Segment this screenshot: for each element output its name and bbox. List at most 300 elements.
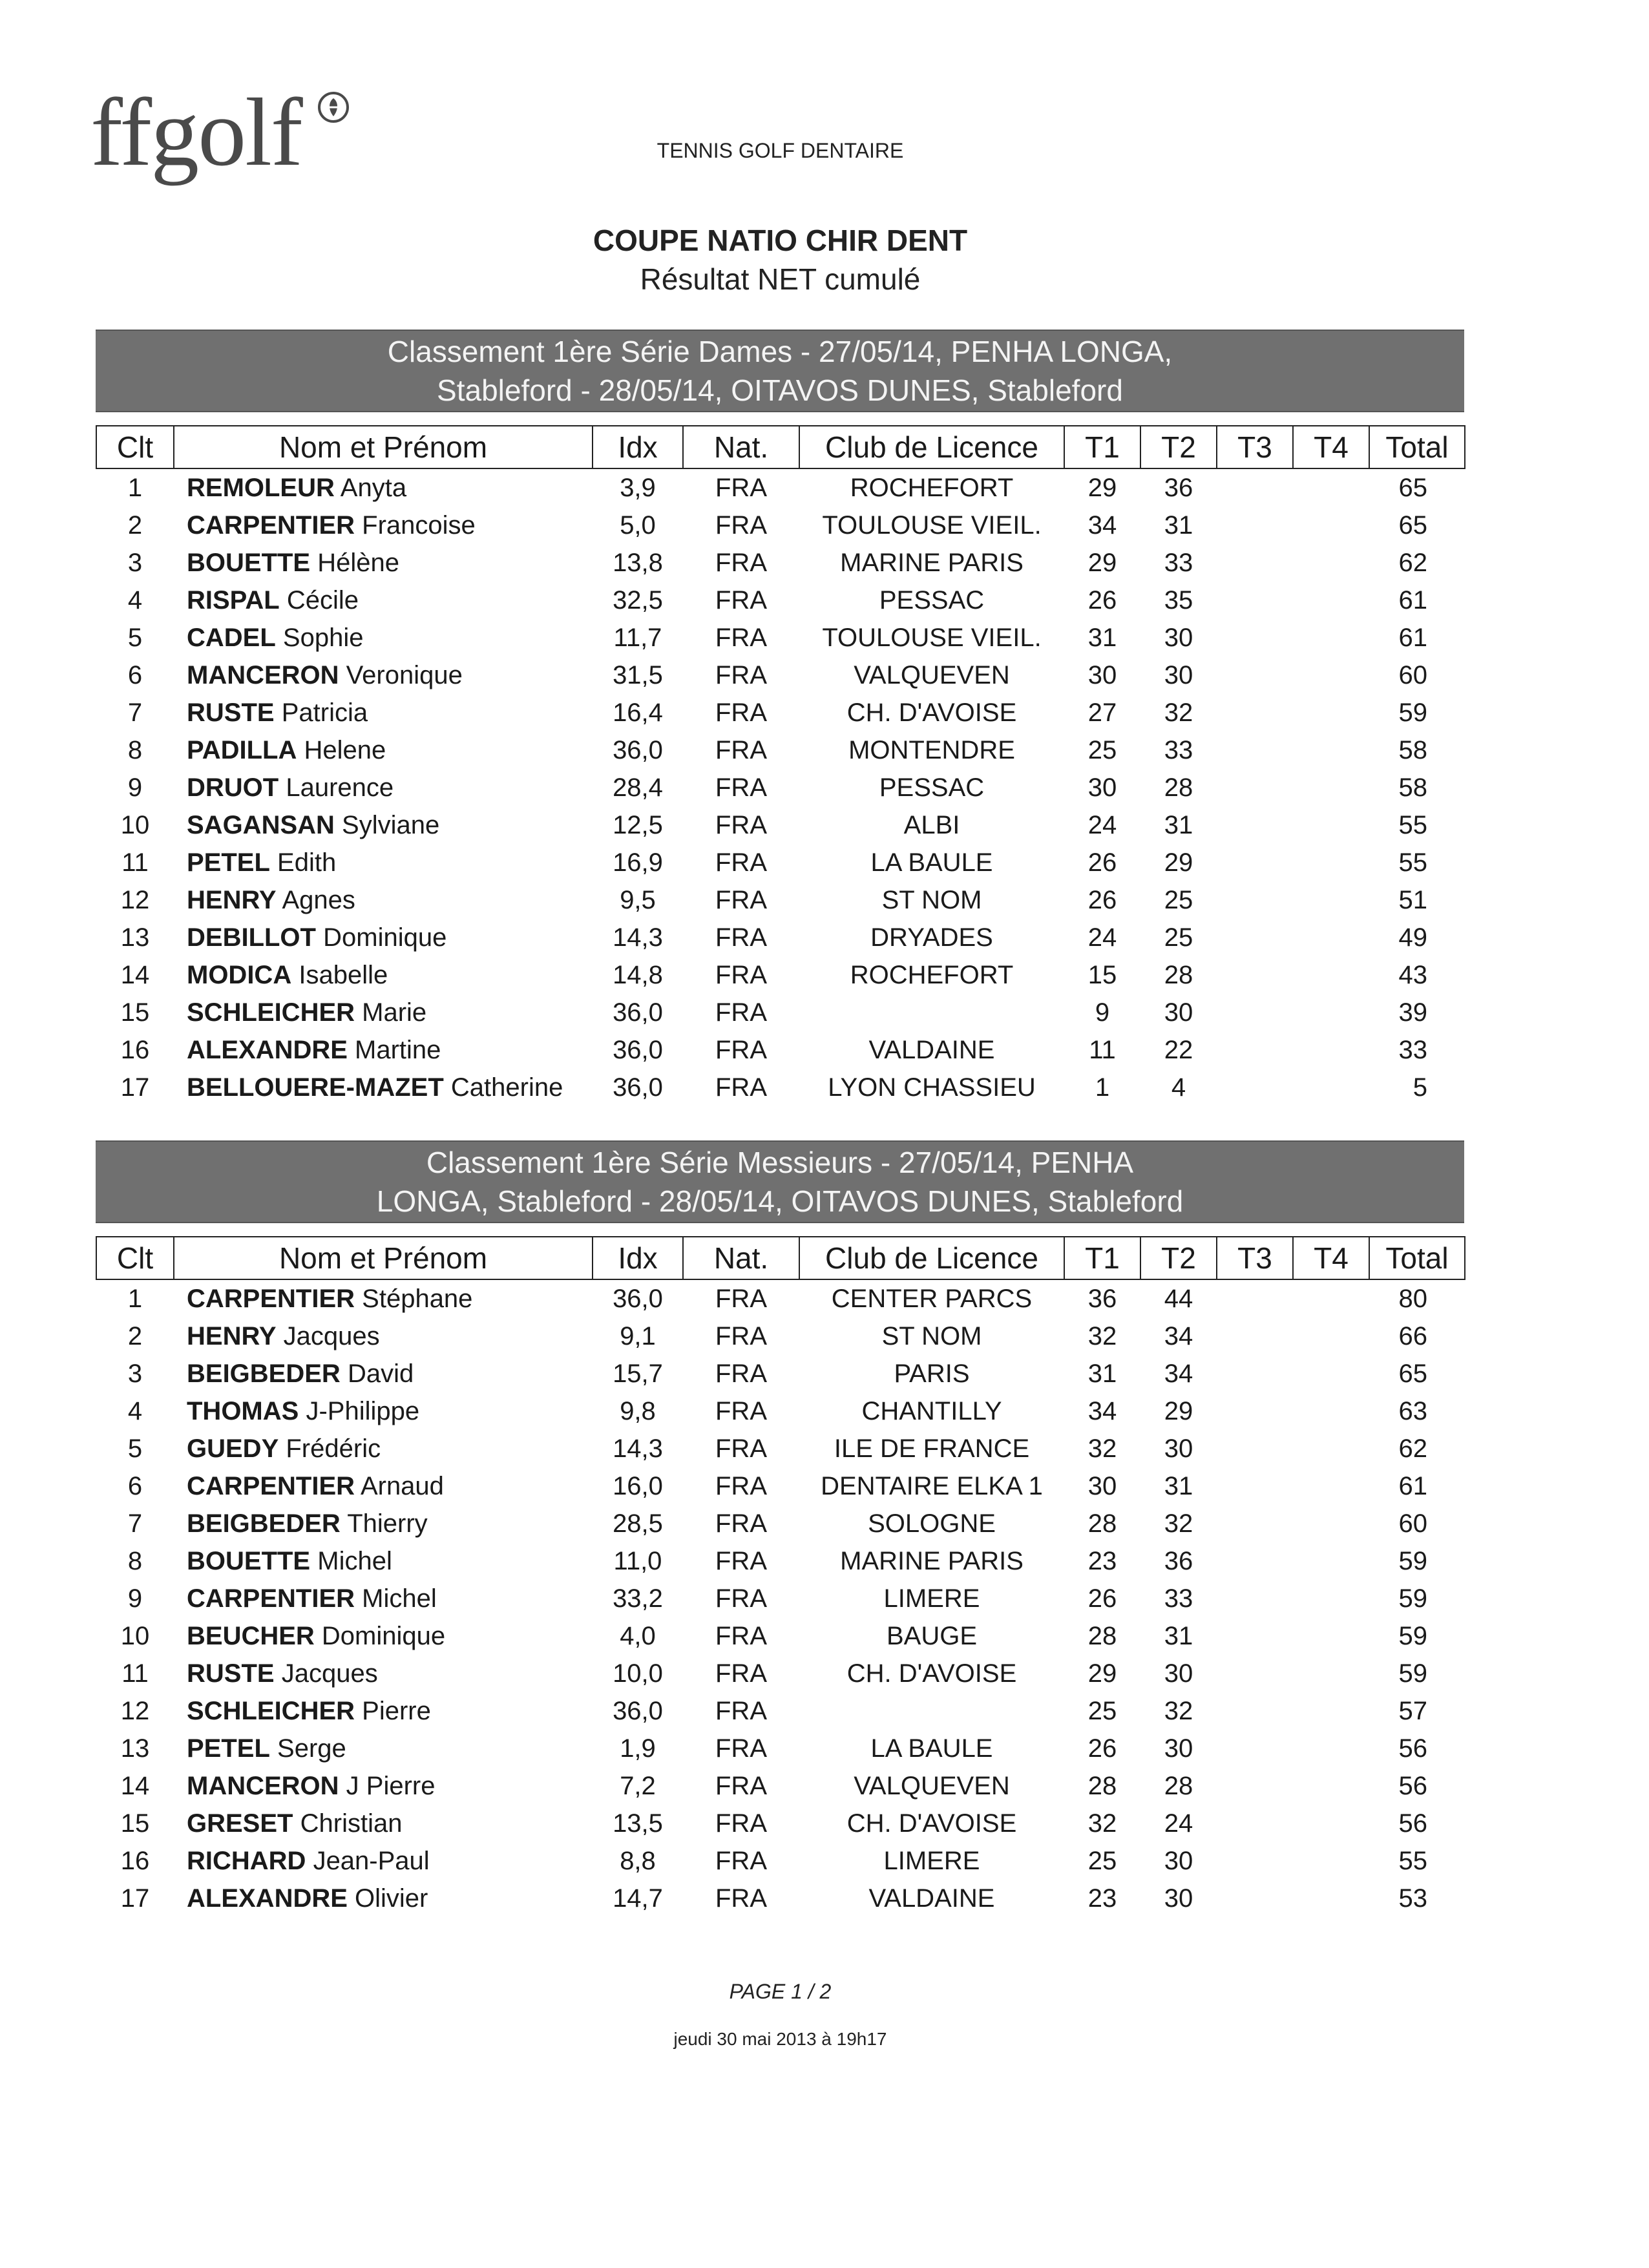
cell-nat: FRA — [715, 1659, 767, 1688]
cell-t2: 30 — [1164, 1846, 1193, 1875]
cell-name — [174, 1617, 593, 1655]
cell-total: 65 — [1398, 510, 1427, 540]
table-row — [96, 1031, 1465, 1069]
last-name: RUSTE — [187, 1659, 275, 1688]
cell-idx: 1,9 — [620, 1734, 656, 1763]
cell-club: DENTAIRE ELKA 1 — [821, 1471, 1043, 1500]
cell-name — [174, 1392, 593, 1430]
table-row — [96, 1730, 1465, 1767]
section-messieurs — [96, 1140, 1464, 1917]
banner-line: LONGA, Stableford - 28/05/14, OITAVOS DUNES, Stableford — [376, 1184, 1184, 1218]
cell-name — [174, 1767, 593, 1805]
last-name: THOMAS — [187, 1396, 299, 1425]
table-row — [96, 1805, 1465, 1842]
table-header — [96, 1237, 1465, 1279]
cell-clt: 8 — [127, 1546, 143, 1575]
cell-t2: 25 — [1164, 885, 1193, 914]
cell-total: 60 — [1398, 660, 1427, 689]
cell-total: 55 — [1398, 810, 1427, 839]
column-header-nat: Nat. — [683, 426, 799, 468]
cell-t4 — [1293, 731, 1369, 769]
last-name: CARPENTIER — [187, 510, 355, 540]
cell-total: 53 — [1398, 1884, 1427, 1913]
cell-clt: 6 — [127, 1471, 143, 1500]
last-name: CARPENTIER — [187, 1471, 355, 1500]
last-name: BOUETTE — [187, 548, 311, 577]
cell-name — [174, 582, 593, 619]
cell-total: 62 — [1398, 548, 1427, 577]
cell-total: 63 — [1398, 1396, 1427, 1425]
cell-club: ROCHEFORT — [850, 473, 1014, 502]
table-row — [96, 731, 1465, 769]
first-name: Hélène — [317, 548, 400, 577]
cell-nat: FRA — [715, 998, 767, 1027]
cell-t2: 44 — [1164, 1284, 1193, 1313]
cell-club: VALDAINE — [868, 1035, 995, 1064]
table-row — [96, 919, 1465, 956]
cell-nat: FRA — [715, 1696, 767, 1725]
cell-t1: 26 — [1087, 585, 1117, 614]
cell-t2: 31 — [1164, 510, 1193, 540]
table-row — [96, 1880, 1465, 1917]
column-header-clt: Clt — [96, 1237, 174, 1279]
cell-nat: FRA — [715, 1734, 767, 1763]
cell-t1: 29 — [1087, 548, 1117, 577]
cell-nat: FRA — [715, 960, 767, 989]
cell-name — [174, 1318, 593, 1355]
cell-t3 — [1217, 1805, 1293, 1842]
cell-idx: 14,8 — [613, 960, 663, 989]
cell-t3 — [1217, 1880, 1293, 1917]
last-name: RUSTE — [187, 698, 275, 727]
cell-t2: 34 — [1164, 1321, 1193, 1350]
cell-total: 59 — [1398, 1584, 1427, 1613]
cell-t3 — [1217, 582, 1293, 619]
cell-nat: FRA — [715, 1546, 767, 1575]
cell-club: CH. D'AVOISE — [846, 1659, 1017, 1688]
cell-clt: 15 — [120, 1809, 150, 1838]
cell-t2: 35 — [1164, 585, 1193, 614]
cell-clt: 4 — [127, 585, 143, 614]
cell-idx: 5,0 — [620, 510, 656, 540]
column-header-idx: Idx — [593, 1237, 683, 1279]
last-name: BOUETTE — [187, 1546, 311, 1575]
cell-name — [174, 507, 593, 544]
cell-clt: 1 — [127, 473, 143, 502]
cell-idx: 14,3 — [613, 1434, 663, 1463]
cell-club: VALDAINE — [868, 1884, 995, 1913]
cell-t2: 32 — [1164, 1696, 1193, 1725]
cell-total: 65 — [1398, 473, 1427, 502]
cell-club: VALQUEVEN — [854, 660, 1010, 689]
banner-line: Classement 1ère Série Dames - 27/05/14, PENHA LONGA, — [387, 335, 1173, 368]
column-header-club: Club de Licence — [799, 426, 1064, 468]
cell-t3 — [1217, 1318, 1293, 1355]
last-name: DRUOT — [187, 773, 279, 802]
cell-t1: 26 — [1087, 848, 1117, 877]
cell-t4 — [1293, 1505, 1369, 1542]
cell-nat: FRA — [715, 735, 767, 764]
cell-t1: 32 — [1087, 1434, 1117, 1463]
page-title: COUPE NATIO CHIR DENT — [593, 224, 968, 257]
cell-club: LYON CHASSIEU — [828, 1073, 1036, 1102]
cell-clt: 13 — [120, 1734, 150, 1763]
cell-t3 — [1217, 1467, 1293, 1505]
cell-t2: 33 — [1164, 735, 1193, 764]
cell-clt: 2 — [127, 1321, 143, 1350]
cell-t1: 9 — [1095, 998, 1110, 1027]
cell-total: 66 — [1398, 1321, 1427, 1350]
first-name: Michel — [362, 1584, 437, 1613]
cell-club: LA BAULE — [870, 848, 993, 877]
table-row — [96, 1505, 1465, 1542]
cell-t2: 30 — [1164, 623, 1193, 652]
cell-t2: 31 — [1164, 1621, 1193, 1650]
cell-clt: 8 — [127, 735, 143, 764]
first-name: Catherine — [450, 1073, 563, 1102]
cell-idx: 9,5 — [620, 885, 656, 914]
last-name: PETEL — [187, 1734, 270, 1763]
cell-t2: 33 — [1164, 1584, 1193, 1613]
results-table — [96, 1236, 1465, 1917]
cell-clt: 15 — [120, 998, 150, 1027]
cell-t2: 31 — [1164, 1471, 1193, 1500]
table-row — [96, 1542, 1465, 1580]
cell-t3 — [1217, 1542, 1293, 1580]
cell-t3 — [1217, 919, 1293, 956]
table-row — [96, 881, 1465, 919]
cell-idx: 16,4 — [613, 698, 663, 727]
last-name: RISPAL — [187, 585, 280, 614]
cell-t1: 25 — [1087, 735, 1117, 764]
column-header-clt: Clt — [96, 426, 174, 468]
cell-t2: 28 — [1164, 773, 1193, 802]
cell-t3 — [1217, 881, 1293, 919]
first-name: Francoise — [362, 510, 476, 540]
cell-idx: 9,8 — [620, 1396, 656, 1425]
table-row — [96, 844, 1465, 881]
cell-total: 55 — [1398, 848, 1427, 877]
cell-idx: 11,7 — [613, 623, 662, 652]
column-header-t4: T4 — [1293, 1237, 1369, 1279]
cell-t3 — [1217, 769, 1293, 806]
table-row — [96, 1580, 1465, 1617]
cell-name — [174, 468, 593, 507]
cell-t3 — [1217, 507, 1293, 544]
cell-nat: FRA — [715, 1771, 767, 1800]
cell-nat: FRA — [715, 473, 767, 502]
cell-idx: 36,0 — [613, 998, 663, 1027]
cell-t4 — [1293, 1767, 1369, 1805]
cell-t4 — [1293, 994, 1369, 1031]
cell-total: 61 — [1398, 1471, 1427, 1500]
first-name: J Pierre — [346, 1771, 436, 1800]
column-header-total: Total — [1369, 426, 1465, 468]
cell-t2: 36 — [1164, 473, 1193, 502]
cell-total: 58 — [1398, 773, 1427, 802]
cell-club: CH. D'AVOISE — [846, 698, 1017, 727]
cell-t4 — [1293, 1692, 1369, 1730]
table-row — [96, 1467, 1465, 1505]
cell-club: ST NOM — [881, 1321, 982, 1350]
cell-nat: FRA — [715, 698, 767, 727]
cell-clt: 3 — [127, 548, 143, 577]
cell-total: 58 — [1398, 735, 1427, 764]
cell-total: 33 — [1398, 1035, 1427, 1064]
cell-club: BAUGE — [886, 1621, 978, 1650]
cell-clt: 3 — [127, 1359, 143, 1388]
table-row — [96, 1692, 1465, 1730]
cell-t3 — [1217, 1069, 1293, 1106]
cell-idx: 15,7 — [613, 1359, 663, 1388]
cell-t1: 28 — [1087, 1509, 1117, 1538]
first-name: Cécile — [286, 585, 359, 614]
cell-t2: 33 — [1164, 548, 1193, 577]
first-name: Olivier — [355, 1884, 428, 1913]
cell-total: 59 — [1398, 1546, 1427, 1575]
cell-total: 80 — [1398, 1284, 1427, 1313]
cell-t3 — [1217, 1505, 1293, 1542]
first-name: Anyta — [340, 473, 407, 502]
cell-total: 43 — [1398, 960, 1427, 989]
first-name: Michel — [317, 1546, 392, 1575]
cell-clt: 7 — [127, 1509, 143, 1538]
column-header-t1: T1 — [1064, 1237, 1140, 1279]
cell-clt: 17 — [120, 1073, 150, 1102]
section-banner — [96, 330, 1464, 412]
cell-clt: 1 — [127, 1284, 143, 1313]
cell-t3 — [1217, 994, 1293, 1031]
last-name: SAGANSAN — [187, 810, 335, 839]
cell-club: CH. D'AVOISE — [846, 1809, 1017, 1838]
first-name: Serge — [277, 1734, 346, 1763]
cell-nat: FRA — [715, 548, 767, 577]
cell-name — [174, 1692, 593, 1730]
cell-name — [174, 1730, 593, 1767]
cell-t4 — [1293, 1467, 1369, 1505]
ffgolf-logo: ffgolf — [90, 79, 302, 186]
first-name: Patricia — [281, 698, 368, 727]
last-name: GUEDY — [187, 1434, 279, 1463]
cell-t1: 34 — [1087, 1396, 1117, 1425]
cell-t3 — [1217, 694, 1293, 731]
cell-total: 5 — [1413, 1073, 1427, 1102]
page-subtitle: Résultat NET cumulé — [640, 262, 921, 296]
first-name: Isabelle — [299, 960, 388, 989]
banner-line: Classement 1ère Série Messieurs - 27/05/14, PENHA — [426, 1146, 1134, 1179]
last-name: MANCERON — [187, 660, 339, 689]
cell-t1: 25 — [1087, 1696, 1117, 1725]
column-header-t3: T3 — [1217, 426, 1293, 468]
first-name: Christian — [300, 1809, 403, 1838]
cell-idx: 11,0 — [613, 1546, 662, 1575]
cell-name — [174, 1505, 593, 1542]
last-name: DEBILLOT — [187, 923, 316, 952]
cell-total: 57 — [1398, 1696, 1427, 1725]
cell-nat: FRA — [715, 923, 767, 952]
first-name: Stéphane — [362, 1284, 473, 1313]
cell-name — [174, 881, 593, 919]
cell-club: LIMERE — [883, 1584, 980, 1613]
organizer: TENNIS GOLF DENTAIRE — [656, 139, 904, 162]
cell-t4 — [1293, 1580, 1369, 1617]
cell-total: 61 — [1398, 585, 1427, 614]
table-row — [96, 507, 1465, 544]
cell-t1: 32 — [1087, 1809, 1117, 1838]
cell-club: TOULOUSE VIEIL. — [822, 510, 1042, 540]
cell-t3 — [1217, 956, 1293, 994]
cell-t2: 32 — [1164, 698, 1193, 727]
first-name: Jacques — [281, 1659, 378, 1688]
table-row — [96, 694, 1465, 731]
cell-club: MARINE PARIS — [840, 1546, 1024, 1575]
cell-nat: FRA — [715, 773, 767, 802]
cell-idx: 4,0 — [620, 1621, 656, 1650]
registered-icon — [317, 90, 350, 124]
cell-clt: 16 — [120, 1846, 150, 1875]
table-row — [96, 468, 1465, 507]
column-header-t2: T2 — [1140, 426, 1217, 468]
cell-t1: 30 — [1087, 773, 1117, 802]
cell-nat: FRA — [715, 848, 767, 877]
cell-clt: 14 — [120, 1771, 150, 1800]
first-name: David — [347, 1359, 414, 1388]
cell-t1: 26 — [1087, 1584, 1117, 1613]
table-header — [96, 426, 1465, 468]
cell-nat: FRA — [715, 1073, 767, 1102]
cell-nat: FRA — [715, 1035, 767, 1064]
cell-idx: 32,5 — [613, 585, 663, 614]
cell-clt: 5 — [127, 623, 143, 652]
cell-name — [174, 956, 593, 994]
cell-total: 56 — [1398, 1734, 1427, 1763]
cell-nat: FRA — [715, 810, 767, 839]
cell-idx: 16,9 — [613, 848, 663, 877]
cell-t1: 1 — [1095, 1073, 1110, 1102]
cell-t4 — [1293, 1542, 1369, 1580]
cell-clt: 5 — [127, 1434, 143, 1463]
cell-clt: 14 — [120, 960, 150, 989]
cell-club: MARINE PARIS — [840, 548, 1024, 577]
cell-clt: 11 — [121, 848, 149, 877]
table-row — [96, 656, 1465, 694]
cell-t1: 36 — [1087, 1284, 1117, 1313]
last-name: BEIGBEDER — [187, 1359, 341, 1388]
last-name: REMOLEUR — [187, 473, 335, 502]
cell-club: SOLOGNE — [868, 1509, 996, 1538]
table-row — [96, 1430, 1465, 1467]
cell-clt: 2 — [127, 510, 143, 540]
cell-t3 — [1217, 1617, 1293, 1655]
cell-t1: 15 — [1087, 960, 1117, 989]
cell-nat: FRA — [715, 1284, 767, 1313]
cell-clt: 16 — [120, 1035, 150, 1064]
cell-t4 — [1293, 468, 1369, 507]
cell-t4 — [1293, 1069, 1369, 1106]
cell-t1: 29 — [1087, 473, 1117, 502]
last-name: BEUCHER — [187, 1621, 315, 1650]
cell-name — [174, 731, 593, 769]
cell-total: 60 — [1398, 1509, 1427, 1538]
cell-t1: 28 — [1087, 1621, 1117, 1650]
table-row — [96, 619, 1465, 656]
first-name: Jacques — [283, 1321, 380, 1350]
cell-t4 — [1293, 544, 1369, 582]
cell-t2: 24 — [1164, 1809, 1193, 1838]
cell-idx: 33,2 — [613, 1584, 663, 1613]
cell-idx: 10,0 — [613, 1659, 663, 1688]
cell-t1: 32 — [1087, 1321, 1117, 1350]
cell-name — [174, 919, 593, 956]
cell-name — [174, 1467, 593, 1505]
cell-t4 — [1293, 1430, 1369, 1467]
cell-t1: 30 — [1087, 660, 1117, 689]
cell-total: 49 — [1398, 923, 1427, 952]
last-name: MODICA — [187, 960, 292, 989]
first-name: Agnes — [282, 885, 355, 914]
cell-t4 — [1293, 1880, 1369, 1917]
cell-t4 — [1293, 507, 1369, 544]
table-row — [96, 1279, 1465, 1318]
cell-name — [174, 844, 593, 881]
cell-t2: 22 — [1164, 1035, 1193, 1064]
cell-t2: 30 — [1164, 1659, 1193, 1688]
cell-total: 59 — [1398, 1621, 1427, 1650]
cell-name — [174, 769, 593, 806]
cell-t1: 26 — [1087, 1734, 1117, 1763]
column-header-t2: T2 — [1140, 1237, 1217, 1279]
cell-t1: 31 — [1087, 1359, 1117, 1388]
column-header-name: Nom et Prénom — [174, 1237, 593, 1279]
cell-t2: 4 — [1171, 1073, 1186, 1102]
table-row — [96, 1655, 1465, 1692]
column-header-nat: Nat. — [683, 1237, 799, 1279]
cell-clt: 11 — [121, 1659, 149, 1688]
cell-name — [174, 1069, 593, 1106]
last-name: SCHLEICHER — [187, 998, 355, 1027]
table-row — [96, 1617, 1465, 1655]
cell-club: PESSAC — [879, 773, 985, 802]
cell-t4 — [1293, 1842, 1369, 1880]
cell-t2: 30 — [1164, 1884, 1193, 1913]
table-row — [96, 956, 1465, 994]
last-name: HENRY — [187, 885, 277, 914]
cell-idx: 36,0 — [613, 1073, 663, 1102]
cell-t3 — [1217, 1842, 1293, 1880]
table-row — [96, 994, 1465, 1031]
cell-clt: 13 — [120, 923, 150, 952]
cell-nat: FRA — [715, 1584, 767, 1613]
cell-t2: 30 — [1164, 660, 1193, 689]
first-name: Helene — [304, 735, 386, 764]
column-header-total: Total — [1369, 1237, 1465, 1279]
cell-name — [174, 694, 593, 731]
cell-t4 — [1293, 1279, 1369, 1318]
column-header-t4: T4 — [1293, 426, 1369, 468]
cell-club: CENTER PARCS — [831, 1284, 1033, 1313]
cell-t1: 23 — [1087, 1884, 1117, 1913]
cell-t3 — [1217, 1692, 1293, 1730]
cell-idx: 7,2 — [620, 1771, 656, 1800]
cell-t3 — [1217, 1031, 1293, 1069]
first-name: Sylviane — [342, 810, 440, 839]
cell-idx: 36,0 — [613, 735, 663, 764]
cell-t4 — [1293, 806, 1369, 844]
cell-t4 — [1293, 844, 1369, 881]
cell-clt: 10 — [120, 1621, 150, 1650]
cell-clt: 9 — [127, 773, 143, 802]
cell-nat: FRA — [715, 623, 767, 652]
